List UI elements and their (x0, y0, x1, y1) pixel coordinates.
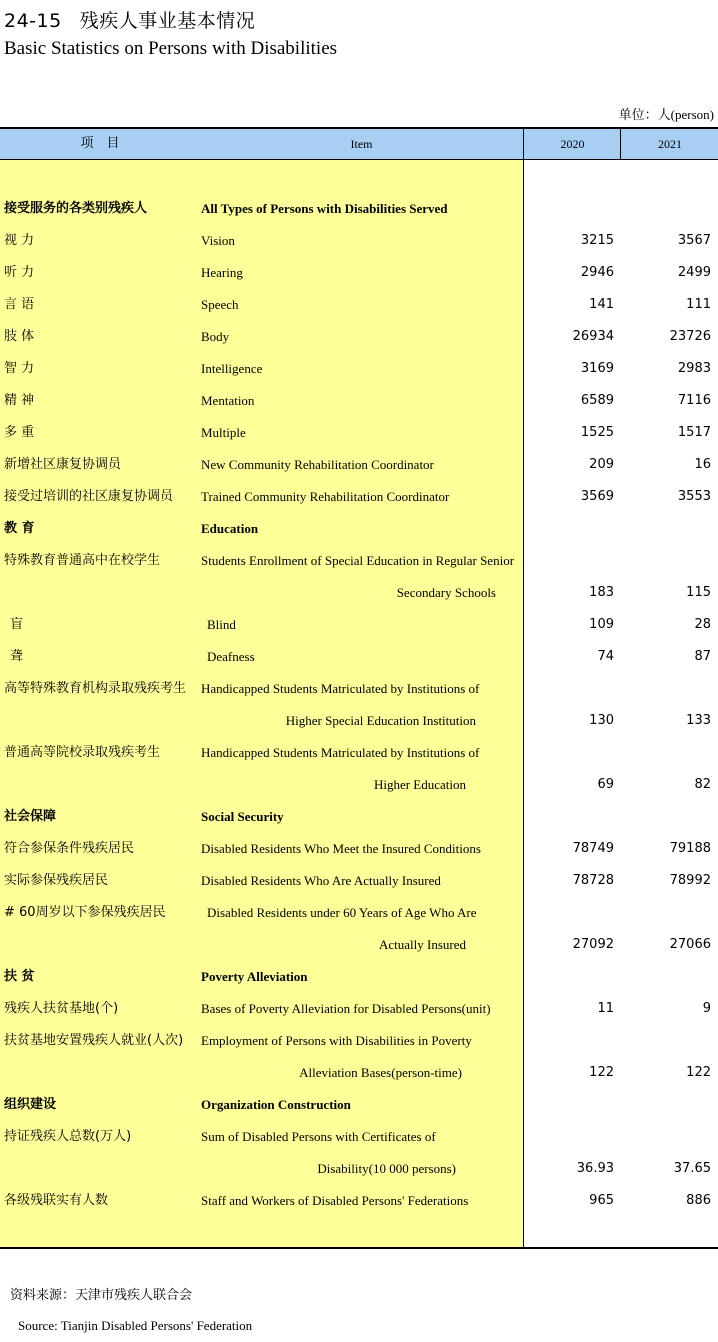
row-label-cn: 符合参保条件残疾居民 (4, 841, 135, 856)
row-label-cn: 多 重 (4, 425, 35, 440)
value-2020: 109 (589, 617, 614, 632)
row-label-cn: # 60周岁以下参保残疾居民 (4, 905, 166, 920)
value-2020: 11 (597, 1001, 614, 1016)
table-row (0, 257, 718, 289)
row-label-en: Intelligence (201, 361, 263, 376)
table-row (0, 417, 718, 449)
value-2020: 26934 (572, 329, 614, 344)
value-2021: 2983 (677, 361, 711, 376)
value-2020: 122 (589, 1065, 614, 1080)
row-label-cn: 各级残联实有人数 (4, 1193, 109, 1208)
value-2021: 27066 (669, 937, 711, 952)
table-row (0, 225, 718, 257)
value-2020: 78728 (572, 873, 614, 888)
row-label-cn: 扶贫基地安置残疾人就业(人次) (4, 1033, 184, 1048)
table-title-cn (4, 6, 255, 33)
row-label-en: Alleviation Bases(person-time) (299, 1065, 462, 1080)
value-2020: 1525 (580, 425, 614, 440)
row-label-en: New Community Rehabilitation Coordinator (201, 457, 434, 472)
row-label-en: Handicapped Students Matriculated by Institutions of (201, 745, 480, 760)
row-label-en: Blind (207, 617, 236, 632)
value-2021: 3553 (677, 489, 711, 504)
row-label-en: Handicapped Students Matriculated by Institutions of (201, 681, 480, 696)
value-2021: 111 (686, 297, 711, 312)
table-row (0, 385, 718, 417)
table-row (0, 1153, 718, 1185)
statistics-table (0, 127, 718, 1249)
row-label-en: Education (201, 521, 259, 536)
row-label-en: Staff and Workers of Disabled Persons' Federations (201, 1193, 469, 1208)
table-row (0, 737, 718, 769)
row-label-en: Social Security (201, 809, 284, 824)
value-2020: 6589 (580, 393, 614, 408)
row-label-en: Vision (201, 233, 235, 248)
section-row (0, 801, 718, 833)
row-label-cn: 持证残疾人总数(万人) (4, 1129, 132, 1144)
table-row (0, 449, 718, 481)
row-label-en: Disability(10 000 persons) (317, 1161, 456, 1176)
section-row (0, 961, 718, 993)
row-label-cn: 组织建设 (4, 1097, 57, 1112)
row-label-cn: 残疾人扶贫基地(个) (4, 1001, 119, 1016)
row-label-en: Secondary Schools (396, 585, 496, 600)
table-row (0, 897, 718, 929)
value-2021: 16 (694, 457, 711, 472)
header-item-en: Item (350, 137, 373, 151)
value-2020: 965 (589, 1193, 614, 1208)
row-label-cn: 接受服务的各类别残疾人 (4, 201, 148, 216)
row-label-en: Multiple (201, 425, 246, 440)
table-title-en: Basic Statistics on Persons with Disabilities (4, 38, 338, 59)
value-2021: 7116 (677, 393, 711, 408)
table-row (0, 769, 718, 801)
row-label-en: Body (201, 329, 230, 344)
row-label-cn: 盲 (10, 617, 24, 632)
value-2020: 130 (589, 713, 614, 728)
row-label-en: Organization Construction (201, 1097, 351, 1112)
table-row (0, 1185, 718, 1217)
value-2020: 74 (597, 649, 614, 664)
row-label-en: Disabled Residents Who Meet the Insured Conditions (201, 841, 481, 856)
row-label-en: Speech (201, 297, 239, 312)
value-2020: 183 (589, 585, 614, 600)
table-row (0, 481, 718, 513)
source-note-cn: 资料来源：天津市残疾人联合会 (10, 1288, 193, 1303)
table-row (0, 321, 718, 353)
value-2021: 79188 (669, 841, 711, 856)
value-2020: 78749 (572, 841, 614, 856)
row-label-en: Disabled Residents under 60 Years of Age Who Are (207, 905, 477, 920)
row-label-cn: 新增社区康复协调员 (4, 457, 122, 472)
value-2020: 141 (589, 297, 614, 312)
row-label-en: Sum of Disabled Persons with Certificates of (201, 1129, 436, 1144)
row-label-cn: 言 语 (4, 297, 35, 312)
value-2021: 133 (686, 713, 711, 728)
value-2020: 36.93 (576, 1161, 614, 1176)
row-label-cn: 聋 (10, 649, 24, 664)
value-2021: 122 (686, 1065, 711, 1080)
table-row (0, 545, 718, 577)
row-label-en: Poverty Alleviation (201, 969, 308, 984)
value-2021: 23726 (669, 329, 711, 344)
value-2020: 3169 (580, 361, 614, 376)
row-label-cn: 听 力 (4, 265, 35, 280)
row-label-cn: 视 力 (4, 233, 35, 248)
row-label-cn: 智 力 (4, 361, 35, 376)
table-row (0, 833, 718, 865)
header-year-2020: 2020 (523, 129, 621, 159)
table-row (0, 705, 718, 737)
row-label-cn: 特殊教育普通高中在校学生 (4, 553, 161, 568)
row-label-en: Mentation (201, 393, 255, 408)
row-label-cn: 普通高等院校录取残疾考生 (4, 745, 161, 760)
row-label-en: Employment of Persons with Disabilities in Poverty (201, 1033, 472, 1048)
value-2021: 9 (702, 1001, 711, 1016)
row-label-cn: 高等特殊教育机构录取残疾考生 (4, 681, 187, 696)
value-2021: 1517 (677, 425, 711, 440)
unit-label (619, 104, 714, 123)
section-row (0, 193, 718, 225)
table-row (0, 609, 718, 641)
table-row (0, 993, 718, 1025)
value-2021: 886 (686, 1193, 711, 1208)
row-label-en: Trained Community Rehabilitation Coordinator (201, 489, 450, 504)
header-item-cn: 项 目 (80, 136, 120, 151)
value-2020: 3215 (580, 233, 614, 248)
value-2021: 28 (694, 617, 711, 632)
row-label-en: Disabled Residents Who Are Actually Insured (201, 873, 441, 888)
row-label-en: Higher Special Education Institution (285, 713, 476, 728)
table-row (0, 641, 718, 673)
unit-cn: 单位：人 (618, 108, 671, 123)
value-2021: 37.65 (673, 1161, 711, 1176)
value-2020: 27092 (572, 937, 614, 952)
row-label-en: All Types of Persons with Disabilities Served (201, 201, 448, 216)
row-label-en: Students Enrollment of Special Education in Regular Senior (201, 553, 515, 568)
row-label-en: Actually Insured (378, 937, 466, 952)
row-label-cn: 教 育 (4, 521, 35, 536)
row-label-cn: 扶 贫 (4, 969, 35, 984)
table-row (0, 673, 718, 705)
table-row (0, 353, 718, 385)
header-year-2021: 2021 (620, 129, 718, 159)
row-label-cn: 肢 体 (4, 329, 35, 344)
table-row (0, 289, 718, 321)
row-label-en: Hearing (201, 265, 243, 280)
value-2021: 3567 (677, 233, 711, 248)
value-2020: 209 (589, 457, 614, 472)
table-header (0, 127, 718, 160)
table-body (0, 160, 718, 1249)
unit-en: (person) (670, 107, 714, 122)
row-label-en: Deafness (207, 649, 255, 664)
value-2020: 69 (597, 777, 614, 792)
section-row (0, 1089, 718, 1121)
row-label-en: Higher Education (373, 777, 466, 792)
row-label-cn: 精 神 (4, 393, 35, 408)
row-label-en: Bases of Poverty Alleviation for Disabled Persons(unit) (201, 1001, 491, 1016)
table-row (0, 577, 718, 609)
value-2021: 2499 (677, 265, 711, 280)
title-cn-text: 残疾人事业基本情况 (79, 10, 256, 32)
table-row (0, 865, 718, 897)
value-2021: 82 (694, 777, 711, 792)
table-row (0, 929, 718, 961)
table-row (0, 1057, 718, 1089)
value-2020: 3569 (580, 489, 614, 504)
table-number: 24-15 (4, 10, 62, 32)
value-2021: 87 (694, 649, 711, 664)
value-2021: 115 (686, 585, 711, 600)
row-label-cn: 接受过培训的社区康复协调员 (4, 489, 174, 504)
value-2021: 78992 (669, 873, 711, 888)
source-note-en: Source: Tianjin Disabled Persons' Federation (18, 1318, 253, 1333)
table-row (0, 1121, 718, 1153)
section-row (0, 513, 718, 545)
table-row (0, 1025, 718, 1057)
row-label-cn: 社会保障 (4, 809, 57, 824)
row-label-cn: 实际参保残疾居民 (4, 873, 109, 888)
value-2020: 2946 (580, 265, 614, 280)
